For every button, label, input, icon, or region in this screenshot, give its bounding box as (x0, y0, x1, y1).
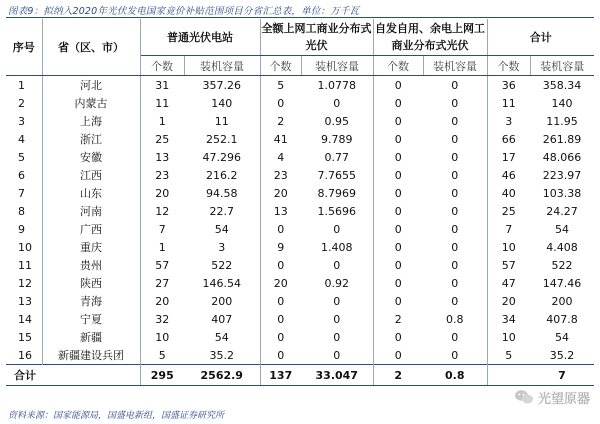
cell-total-count: 40 (501, 186, 516, 200)
cell-full-grid-count: 20 (273, 186, 288, 200)
header-sub-capacity: 装机容量 (301, 56, 373, 76)
cell-total-capacity: 147.46 (542, 276, 582, 290)
total-self-use-capacity: 0.8 (423, 365, 487, 386)
cell-full-grid-capacity: 0.95 (301, 112, 373, 130)
cell-full-grid-capacity: 0 (301, 220, 373, 238)
cell-utility-count: 31 (155, 78, 170, 92)
cell-province: 江西 (42, 166, 140, 184)
cell-seq: 10 (6, 238, 42, 256)
cell-self-use-count: 0 (394, 276, 402, 290)
cell-self-use-capacity: 0 (423, 94, 487, 112)
cell-utility-capacity: 94.58 (184, 184, 260, 202)
cell-province: 广西 (42, 220, 140, 238)
cell-self-use-count: 0 (394, 186, 402, 200)
cell-utility-count: 27 (155, 276, 170, 290)
cell-self-use-capacity: 0 (423, 328, 487, 346)
cell-self-use-count: 0 (394, 78, 402, 92)
cell-self-use-count: 0 (394, 132, 402, 146)
total-utility-capacity: 2562.9 (184, 365, 260, 386)
header-group-full-grid: 全额上网工商业分布式光伏 (260, 19, 373, 56)
cell-seq: 4 (6, 130, 42, 148)
cell-self-use-count: 0 (394, 294, 402, 308)
cell-total-count: 34 (501, 312, 516, 326)
cell-full-grid-count: 0 (277, 312, 285, 326)
cell-self-use-capacity: 0 (423, 346, 487, 365)
cell-total-count: 17 (501, 150, 516, 164)
total-row (6, 365, 594, 386)
header-sub-capacity: 装机容量 (184, 56, 260, 76)
cell-self-use-capacity: 0.8 (423, 310, 487, 328)
cell-total-capacity: 103.38 (542, 186, 582, 200)
cell-utility-count: 57 (155, 258, 170, 272)
table-row (6, 328, 594, 346)
cell-full-grid-count: 5 (277, 78, 285, 92)
cell-utility-count: 23 (155, 168, 170, 182)
cell-self-use-count: 0 (394, 168, 402, 182)
table-row (6, 292, 594, 310)
cell-utility-count: 32 (155, 312, 170, 326)
cell-seq: 5 (6, 148, 42, 166)
cell-utility-capacity: 54 (184, 220, 260, 238)
cell-full-grid-capacity: 8.7969 (301, 184, 373, 202)
cell-province: 重庆 (42, 238, 140, 256)
cell-total-count: 11 (501, 96, 516, 110)
cell-full-grid-count: 0 (277, 348, 285, 362)
header-row-groups (6, 19, 594, 56)
cell-utility-capacity: 47.296 (184, 148, 260, 166)
cell-full-grid-capacity: 0 (301, 328, 373, 346)
cell-full-grid-capacity: 1.5696 (301, 202, 373, 220)
cell-total-count: 5 (505, 348, 513, 362)
table-row (6, 94, 594, 112)
cell-self-use-capacity: 0 (423, 130, 487, 148)
cell-utility-capacity: 200 (184, 292, 260, 310)
top-rule (6, 17, 594, 18)
table-row (6, 202, 594, 220)
header-sub-count: 个数 (260, 56, 301, 76)
cell-utility-capacity: 146.54 (184, 274, 260, 292)
cell-self-use-capacity: 0 (423, 202, 487, 220)
cell-self-use-capacity: 0 (423, 184, 487, 202)
cell-self-use-capacity: 0 (423, 220, 487, 238)
cell-utility-count: 20 (155, 186, 170, 200)
total-total-count (487, 365, 530, 386)
cell-utility-capacity: 407 (184, 310, 260, 328)
cell-seq: 13 (6, 292, 42, 310)
cell-total-capacity: 261.89 (542, 132, 582, 146)
cell-total-capacity: 200 (551, 294, 573, 308)
cell-province: 青海 (42, 292, 140, 310)
cell-seq: 6 (6, 166, 42, 184)
header-sub-capacity: 装机容量 (530, 56, 594, 76)
cell-utility-capacity: 140 (184, 94, 260, 112)
cell-province: 河北 (42, 76, 140, 95)
cell-seq: 16 (6, 346, 42, 365)
cell-self-use-count: 0 (394, 150, 402, 164)
cell-utility-capacity: 54 (184, 328, 260, 346)
cell-full-grid-count: 0 (277, 294, 285, 308)
cell-utility-count: 7 (158, 222, 166, 236)
cell-utility-capacity: 357.26 (184, 76, 260, 95)
table-row (6, 76, 594, 95)
wechat-icon (514, 389, 534, 405)
cell-self-use-capacity: 0 (423, 238, 487, 256)
cell-utility-capacity: 22.7 (184, 202, 260, 220)
cell-total-capacity: 24.27 (546, 204, 578, 218)
cell-province: 新疆建设兵团 (42, 346, 140, 365)
cell-seq: 8 (6, 202, 42, 220)
cell-self-use-count: 0 (394, 240, 402, 254)
cell-utility-count: 13 (155, 150, 170, 164)
cell-utility-capacity: 3 (184, 238, 260, 256)
table-row (6, 112, 594, 130)
cell-self-use-capacity: 0 (423, 76, 487, 95)
cell-seq: 7 (6, 184, 42, 202)
cell-full-grid-capacity: 0 (301, 256, 373, 274)
cell-total-capacity: 407.8 (546, 312, 578, 326)
cell-province: 新疆 (42, 328, 140, 346)
cell-total-capacity: 11.95 (546, 114, 578, 128)
cell-province: 陕西 (42, 274, 140, 292)
header-province: 省（区、市） (42, 19, 140, 76)
header-group-utility: 普通光伏电站 (140, 19, 260, 56)
cell-self-use-capacity: 0 (423, 256, 487, 274)
table-row (6, 346, 594, 365)
total-total-capacity: 7 (530, 365, 594, 386)
cell-province: 上海 (42, 112, 140, 130)
total-full-grid-count: 137 (260, 365, 301, 386)
cell-full-grid-count: 2 (277, 114, 285, 128)
cell-total-count: 57 (501, 258, 516, 272)
cell-total-capacity: 522 (551, 258, 573, 272)
cell-utility-count: 20 (155, 294, 170, 308)
cell-total-capacity: 223.97 (542, 168, 582, 182)
cell-utility-count: 10 (155, 330, 170, 344)
cell-province: 河南 (42, 202, 140, 220)
cell-utility-count: 12 (155, 204, 170, 218)
cell-seq: 9 (6, 220, 42, 238)
cell-seq: 3 (6, 112, 42, 130)
cell-seq: 15 (6, 328, 42, 346)
cell-full-grid-capacity: 1.0778 (301, 76, 373, 95)
cell-utility-count: 11 (155, 96, 170, 110)
table-row (6, 148, 594, 166)
cell-total-count: 36 (501, 78, 516, 92)
cell-self-use-capacity: 0 (423, 148, 487, 166)
cell-utility-capacity: 522 (184, 256, 260, 274)
cell-self-use-capacity: 0 (423, 274, 487, 292)
cell-province: 山东 (42, 184, 140, 202)
header-sub-count: 个数 (373, 56, 423, 76)
cell-province: 浙江 (42, 130, 140, 148)
table-row (6, 256, 594, 274)
cell-self-use-count: 0 (394, 96, 402, 110)
cell-self-use-count: 0 (394, 258, 402, 272)
cell-total-count: 3 (505, 114, 513, 128)
table-row (6, 274, 594, 292)
cell-full-grid-count: 0 (277, 96, 285, 110)
cell-self-use-capacity: 0 (423, 166, 487, 184)
table-row (6, 130, 594, 148)
cell-utility-count: 1 (158, 240, 166, 254)
cell-full-grid-count: 9 (277, 240, 285, 254)
cell-province: 安徽 (42, 148, 140, 166)
cell-utility-capacity: 216.2 (184, 166, 260, 184)
header-group-self-use: 自发自用、余电上网工商业分布式光伏 (373, 19, 487, 56)
header-seq: 序号 (6, 19, 42, 76)
total-utility-count: 295 (140, 365, 184, 386)
cell-self-use-count: 0 (394, 114, 402, 128)
total-label: 合计 (6, 365, 140, 386)
cell-province: 宁夏 (42, 310, 140, 328)
cell-total-capacity: 48.066 (542, 150, 582, 164)
watermark (510, 386, 596, 408)
cell-full-grid-capacity: 0 (301, 292, 373, 310)
cell-total-count: 20 (501, 294, 516, 308)
total-self-use-count: 2 (373, 365, 423, 386)
table-row (6, 184, 594, 202)
cell-seq: 14 (6, 310, 42, 328)
cell-total-capacity: 54 (555, 330, 569, 344)
cell-full-grid-count: 0 (277, 258, 285, 272)
cell-total-capacity: 54 (555, 222, 569, 236)
cell-full-grid-count: 4 (277, 150, 285, 164)
cell-total-count: 46 (501, 168, 516, 182)
cell-total-count: 7 (505, 222, 513, 236)
cell-full-grid-capacity: 7.7655 (301, 166, 373, 184)
cell-total-capacity: 140 (551, 96, 573, 110)
cell-self-use-count: 0 (394, 348, 402, 362)
table-row (6, 238, 594, 256)
cell-full-grid-capacity: 0.77 (301, 148, 373, 166)
header-sub-count: 个数 (140, 56, 184, 76)
watermark-text: 光望原器 (537, 391, 590, 407)
cell-self-use-count: 0 (394, 204, 402, 218)
cell-full-grid-capacity: 9.789 (301, 130, 373, 148)
total-full-grid-capacity: 33.047 (301, 365, 373, 386)
cell-total-count: 10 (501, 240, 516, 254)
summary-table (6, 19, 594, 386)
header-sub-capacity: 装机容量 (423, 56, 487, 76)
cell-total-capacity: 4.408 (546, 240, 578, 254)
cell-total-capacity: 358.34 (542, 78, 582, 92)
cell-seq: 12 (6, 274, 42, 292)
header-group-total: 合计 (487, 19, 594, 56)
cell-full-grid-count: 23 (273, 168, 288, 182)
table-row (6, 166, 594, 184)
cell-full-grid-capacity: 1.408 (301, 238, 373, 256)
cell-utility-count: 1 (158, 114, 166, 128)
cell-utility-capacity: 35.2 (184, 346, 260, 365)
cell-self-use-capacity: 0 (423, 292, 487, 310)
table-caption: 图表9：拟纳入2020年光伏发电国家竞价补贴范围项目分省汇总表，单位：万千瓦 (8, 6, 360, 17)
cell-total-count: 47 (501, 276, 516, 290)
cell-full-grid-capacity: 0 (301, 94, 373, 112)
cell-full-grid-capacity: 0 (301, 346, 373, 365)
cell-seq: 1 (6, 76, 42, 95)
cell-full-grid-capacity: 0 (301, 310, 373, 328)
cell-seq: 11 (6, 256, 42, 274)
cell-self-use-capacity: 0 (423, 112, 487, 130)
cell-total-count: 25 (501, 204, 516, 218)
cell-full-grid-count: 0 (277, 330, 285, 344)
table-row (6, 310, 594, 328)
cell-self-use-count: 2 (394, 312, 402, 326)
cell-utility-count: 25 (155, 132, 170, 146)
cell-total-capacity: 35.2 (549, 348, 575, 362)
cell-full-grid-count: 0 (277, 222, 285, 236)
cell-full-grid-count: 41 (273, 132, 288, 146)
cell-self-use-count: 0 (394, 222, 402, 236)
cell-province: 贵州 (42, 256, 140, 274)
cell-full-grid-count: 13 (273, 204, 288, 218)
cell-full-grid-count: 20 (273, 276, 288, 290)
cell-total-count: 66 (501, 132, 516, 146)
cell-seq: 2 (6, 94, 42, 112)
header-sub-count: 个数 (487, 56, 530, 76)
cell-utility-capacity: 252.1 (184, 130, 260, 148)
cell-utility-capacity: 11 (184, 112, 260, 130)
cell-total-count: 10 (501, 330, 516, 344)
source-note: 资料来源：国家能源局，国盛电新组，国盛证券研究所 (8, 411, 225, 421)
cell-full-grid-capacity: 0.92 (301, 274, 373, 292)
cell-self-use-count: 0 (394, 330, 402, 344)
cell-utility-count: 5 (158, 348, 166, 362)
table-row (6, 220, 594, 238)
cell-province: 内蒙古 (42, 94, 140, 112)
